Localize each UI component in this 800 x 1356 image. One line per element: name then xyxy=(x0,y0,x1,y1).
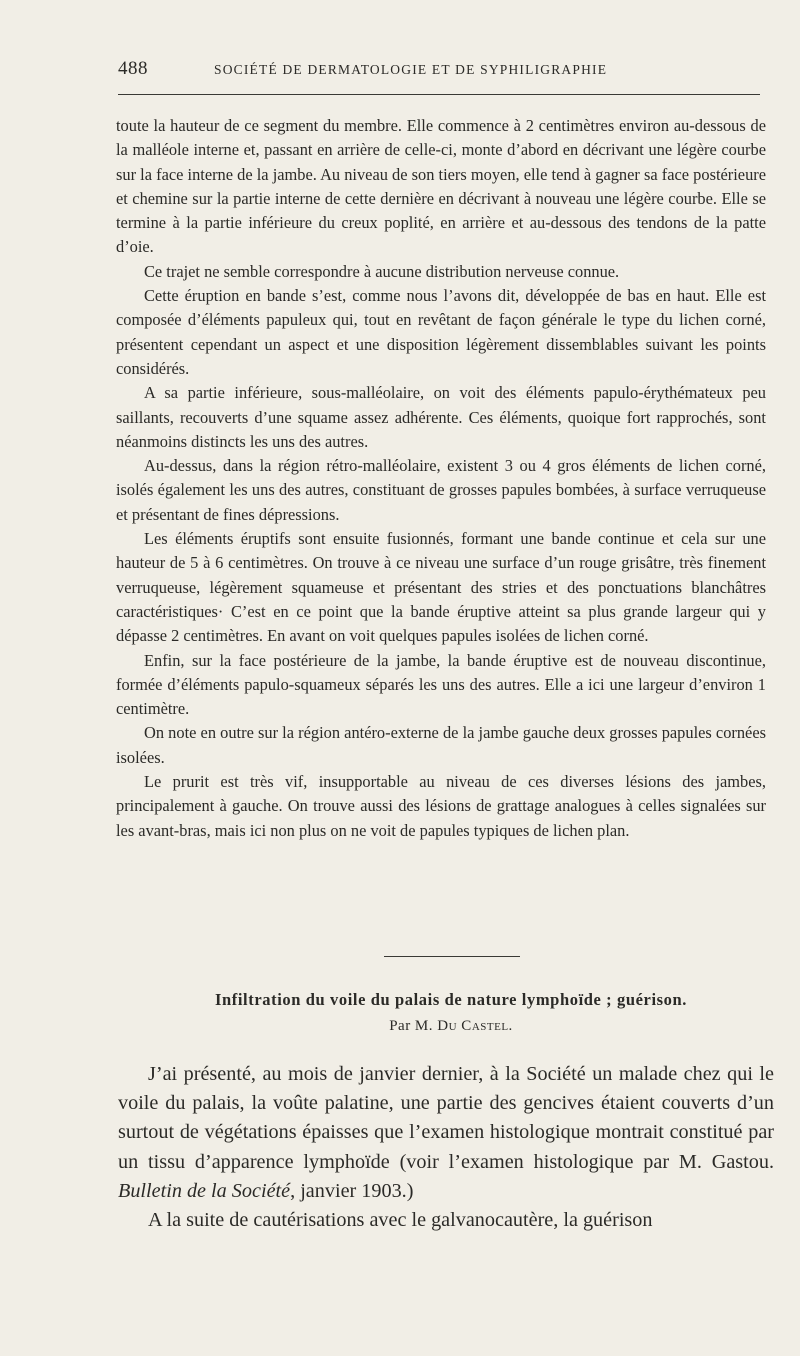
header-rule xyxy=(118,94,760,95)
paragraph: Cette éruption en bande s’est, comme nous l’avons dit, développée de bas en haut. Elle est composée d’éléments papuleux qui, tout en revêtant de façon générale le type du lichen corné, présentent cependant un aspect et une disposition légèrement dissemblables suivant les points considérés. xyxy=(116,286,766,378)
section-divider xyxy=(384,956,520,957)
paragraph: A sa partie inférieure, sous-malléolaire, on voit des éléments papulo-érythémateux peu saillants, recouverts d’une squame assez adhérente. Ces éléments, quoique fort rapprochés, sont néanmoins distincts les uns des autres. xyxy=(116,383,766,451)
article-body xyxy=(118,1060,774,1235)
page-header xyxy=(118,58,760,86)
paragraph: Le prurit est très vif, insupportable au niveau de ces diverses lésions des jambes, principalement à gauche. On trouve aussi des lésions de grattage analogues à celles signalées sur les avant-bras, mais ici non plus on ne voit de papules typiques de lichen plan. xyxy=(116,772,766,840)
paragraph: Ce trajet ne semble correspondre à aucune distribution nerveuse connue. xyxy=(144,261,620,281)
paragraph: Les éléments éruptifs sont ensuite fusionnés, formant une bande continue et cela sur une hauteur de 5 à 6 centimètres. On trouve à ce niveau une surface d’un rouge grisâtre, très finement verruqueuse, légèrement squameuse et présentant des stries et des ponctuations blanchâtres caractéristiques· C’est en ce point que la bande éruptive atteint sa plus grande largeur qui y dépasse 2 centimètres. En avant on voit quelques papules isolées de lichen corné. xyxy=(116,529,766,646)
byline-author: Du Castel xyxy=(437,1018,509,1034)
page-number: 488 xyxy=(118,58,148,79)
article-title: Infiltration du voile du palais de nature lymphoïde ; guérison. xyxy=(214,990,688,1009)
article-byline xyxy=(118,1018,784,1035)
paragraph: Au-dessus, dans la région rétro-malléolaire, existent 3 ou 4 gros éléments de lichen corné, isolés également les uns des autres, constituant de grosses papules bombées, à surface verruqueuse et présentant de fines dépressions. xyxy=(116,456,766,524)
paragraph-text: J’ai présenté, au mois de janvier dernier, à la Société un malade chez qui le voile du palais, la voûte palatine, une partie des gencives étaient couverts d’un surtout de végétations épaisses que l’examen histologique montrait constitué par un tissu d’apparence lymphoïde (voir l’examen histologique par M. Gastou. xyxy=(118,1063,774,1173)
citation-date: , janvier 1903.) xyxy=(290,1179,414,1202)
continued-article-text xyxy=(116,114,766,843)
byline-suffix: . xyxy=(508,1018,513,1034)
paragraph: On note en outre sur la région antéro-externe de la jambe gauche deux grosses papules cornées isolées. xyxy=(116,723,766,767)
citation-title: Bulletin de la Société xyxy=(118,1179,291,1202)
paragraph: toute la hauteur de ce segment du membre. Elle commence à 2 centimètres environ au-dessous de la malléole interne et, passant en arrière de celle-ci, monte d’abord en décrivant une légère courbe sur la face interne de la jambe. Au niveau de son tiers moyen, elle tend à gagner sa face postérieure et chemine sur la partie interne de cette dernière en décrivant à nouveau une légère courbe. Elle se termine à la partie inférieure du creux poplité, en arrière et au-dessous des tendons de la patte d’oie. xyxy=(116,116,766,257)
article-paragraph: A la suite de cautérisations avec le galvanocautère, la guérison xyxy=(148,1209,653,1232)
byline-prefix: Par M. xyxy=(389,1018,434,1034)
article-paragraph xyxy=(118,1060,774,1206)
paragraph: Enfin, sur la face postérieure de la jambe, la bande éruptive est de nouveau discontinue, formée d’éléments papulo-squameux séparés les uns des autres. Elle a ici une largeur d’environ 1 centimètre. xyxy=(116,650,766,719)
running-head: SOCIÉTÉ DE DERMATOLOGIE ET DE SYPHILIGRAPHIE xyxy=(214,62,608,77)
